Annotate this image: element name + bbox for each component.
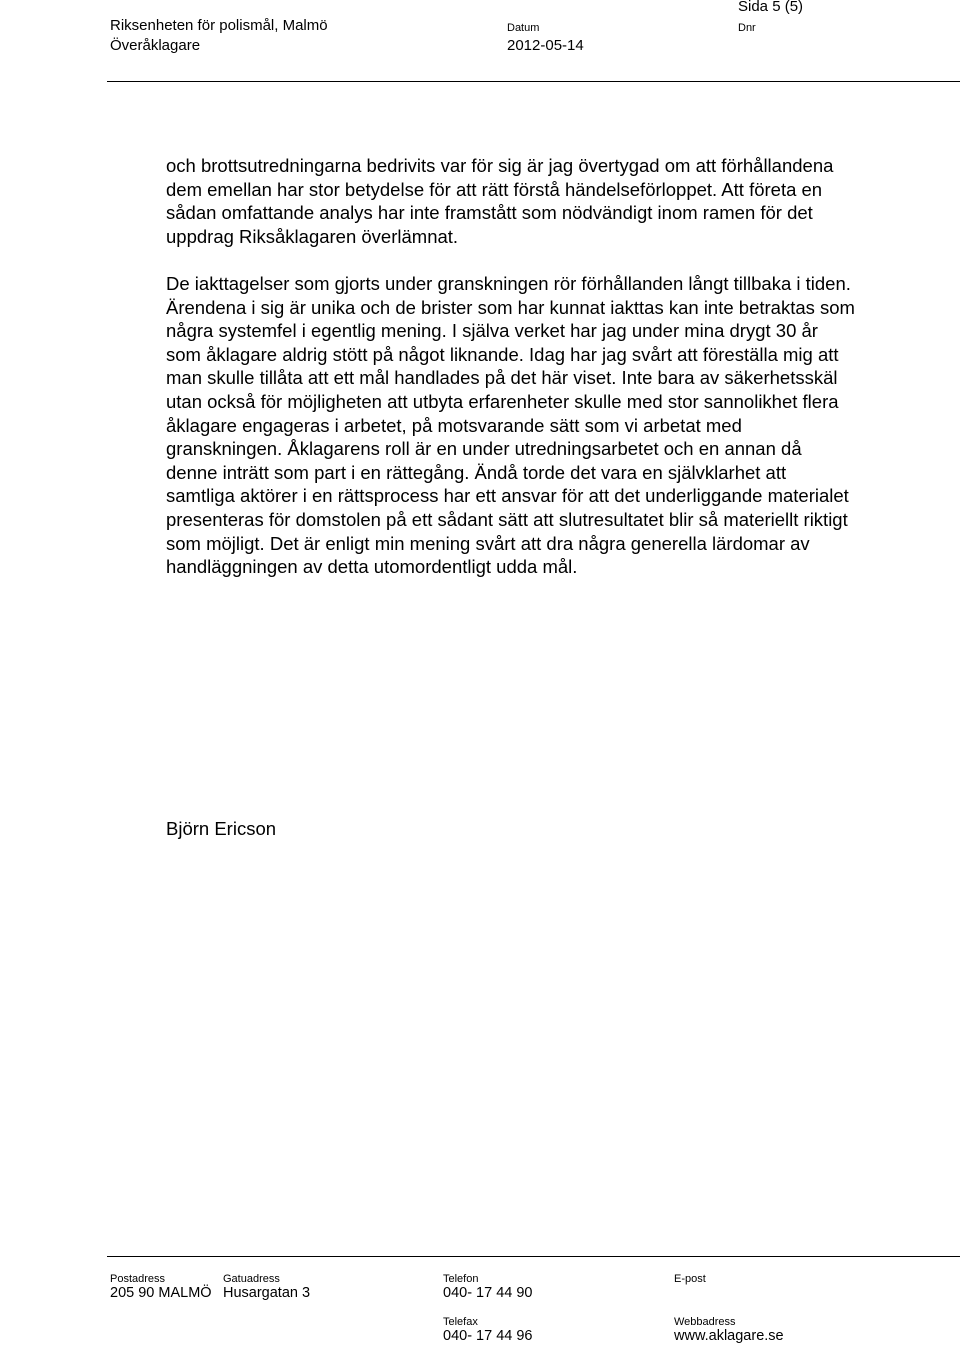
street-address-label: Gatuadress xyxy=(223,1273,280,1285)
header-divider xyxy=(107,81,960,82)
signature: Björn Ericson xyxy=(166,818,277,839)
fax-label: Telefax xyxy=(443,1316,478,1328)
phone-label: Telefon xyxy=(443,1273,479,1285)
page-indicator: Sida 5 (5) xyxy=(738,0,804,15)
letter-body xyxy=(166,154,856,579)
email-label: E-post xyxy=(674,1273,706,1285)
paragraph-2: De iakttagelser som gjorts under granskningen rör förhållanden långt tillbaka i tiden. Ärendena i sig är unika och de brister som har kunnat iakttas kan inte betraktas som några systemfel i egentlig mening. I själva verket har jag under mina drygt 30 år som åklagare aldrig stött på något liknande. Idag har jag svårt att föreställa mig att man skulle tillåta att ett mål handlades på det här viset. Inte bara av säkerhetsskäl utan också för möjligheten att utbyta erfarenheter skulle med stor sannolikhet flera åklagare engageras i arbetet, på motsvarande sätt som vi arbetat med granskningen. Åklagarens roll är en under utredningsarbetet och en annan då denne inträtt som part i en rättegång. Ändå torde det vara en självklarhet att samtliga aktörer i en rättsprocess har ett ansvar för att det underliggande materialet presenteras för domstolen på ett sådant sätt att slutresultatet blir så materiellt riktigt som möjligt. Det är enligt min mening svårt att dra några generella lärdomar av handläggningen av detta utomordentligt udda mål. xyxy=(166,272,855,578)
dnr-label: Dnr xyxy=(738,22,756,34)
date-value: 2012-05-14 xyxy=(507,37,584,54)
postal-address-label: Postadress xyxy=(110,1273,166,1285)
footer-divider xyxy=(107,1256,960,1257)
website-link[interactable]: www.aklagare.se xyxy=(674,1328,784,1344)
phone-value: 040- 17 44 90 xyxy=(443,1285,533,1301)
paragraph-1: och brottsutredningarna bedrivits var för sig är jag övertygad om att förhållandena dem emellan har stor betydelse för att rätt förstå händelseförloppet. Att företa en sådan omfattande analys har inte framstått som nödvändigt inom ramen för det uppdrag Riksåklagaren överlämnat. xyxy=(166,155,834,247)
postal-address-value: 205 90 MALMÖ xyxy=(110,1285,212,1301)
organization-name: Riksenheten för polismål, Malmö xyxy=(110,17,328,34)
author-title: Överåklagare xyxy=(110,37,201,54)
date-label: Datum xyxy=(507,22,540,34)
fax-value: 040- 17 44 96 xyxy=(443,1328,533,1344)
website-label: Webbadress xyxy=(674,1316,736,1328)
street-address-value: Husargatan 3 xyxy=(223,1285,311,1301)
